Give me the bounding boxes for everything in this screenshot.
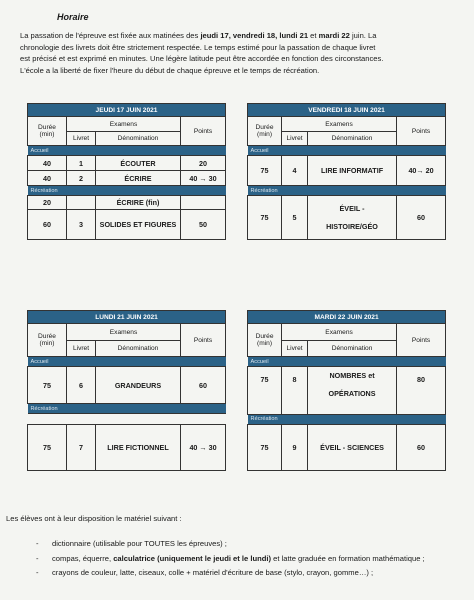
- intro-paragraph: La passation de l'épreuve est fixée aux matinées des jeudi 17, vendredi 18, lundi 21 et mardi 22 juin. La chronologie des livrets doit être strictement respectée. Le temps estimé pour la passation de chaque livret est précisé et est exprimé en minutes. Une légère latitude peut être accordée en fonction des circonstances. L'école a la liberté de fixer l'heure du début de chaque épreuve et le temps de récréation.: [20, 31, 384, 75]
- list-item: - dictionnaire (utilisable pour TOUTES les épreuves) ;: [36, 539, 227, 548]
- col-header-duree: Durée (min): [28, 117, 67, 146]
- col-header-denomination: Dénomination: [96, 341, 181, 357]
- band-recreation: Récréation: [28, 404, 226, 414]
- col-header-denomination: Dénomination: [308, 132, 397, 146]
- table-row: 20 ÉCRIRE (fin) 75 5 ÉVEIL - HISTOIRE/GÉO 60: [28, 196, 446, 210]
- section-heading: Horaire: [57, 12, 89, 22]
- col-header-examens: Examens: [67, 117, 181, 132]
- col-header-denomination: Dénomination: [96, 132, 181, 146]
- col-header-duree: Durée (min): [248, 324, 282, 357]
- band-accueil: Accueil: [248, 357, 446, 367]
- materials-list: [36, 538, 462, 582]
- col-header-examens: Examens: [282, 117, 397, 132]
- list-item: - compas, équerre, calculatrice (uniquement le jeudi et le lundi) et latte graduée en formation mathématique ;: [36, 553, 425, 563]
- day-header-jeudi: JEUDI 17 JUIN 2021: [28, 104, 226, 117]
- band-accueil: Accueil: [28, 357, 226, 367]
- col-header-points: Points: [397, 117, 446, 146]
- band-recreation: Récréation: [248, 414, 446, 424]
- band-accueil: Accueil: [248, 146, 446, 156]
- materials-intro: Les élèves ont à leur disposition le matériel suivant :: [6, 514, 182, 523]
- list-item: - crayons de couleur, latte, ciseaux, colle + matériel d'écriture de base (stylo, crayon, gomme…) ;: [36, 568, 374, 577]
- band-accueil: Accueil: [28, 146, 226, 156]
- col-header-livret: Livret: [67, 132, 96, 146]
- col-header-points: Points: [181, 324, 226, 357]
- col-header-livret: Livret: [282, 341, 308, 357]
- band-recreation: Récréation: [28, 186, 226, 196]
- table-row: 60 3 SOLIDES ET FIGURES 50: [28, 210, 446, 240]
- col-header-denomination: Dénomination: [308, 341, 397, 357]
- col-header-examens: Examens: [67, 324, 181, 341]
- day-header-vendredi: VENDREDI 18 JUIN 2021: [248, 104, 446, 117]
- schedule-table-bottom: [27, 310, 446, 471]
- table-row: 75 6 GRANDEURS 60 75 8 NOMBRES et OPÉRATIONS 80: [28, 367, 446, 404]
- col-header-points: Points: [181, 117, 226, 146]
- table-row: 40 1 ÉCOUTER 20 75 4 LIRE INFORMATIF 40→ 20: [28, 156, 446, 171]
- col-header-examens: Examens: [282, 324, 397, 341]
- band-recreation: Récréation: [248, 186, 446, 196]
- col-header-livret: Livret: [282, 132, 308, 146]
- table-row: 40 2 ÉCRIRE 40 → 30: [28, 171, 446, 186]
- schedule-table-top: [27, 103, 446, 240]
- col-header-duree: Durée (min): [28, 324, 67, 357]
- col-header-duree: Durée (min): [248, 117, 282, 146]
- day-header-lundi: LUNDI 21 JUIN 2021: [28, 311, 226, 324]
- col-header-points: Points: [397, 324, 446, 357]
- day-header-mardi: MARDI 22 JUIN 2021: [248, 311, 446, 324]
- table-row: 75 7 LIRE FICTIONNEL 40 → 30 75 9 ÉVEIL - SCIENCES 60: [28, 424, 446, 470]
- col-header-livret: Livret: [67, 341, 96, 357]
